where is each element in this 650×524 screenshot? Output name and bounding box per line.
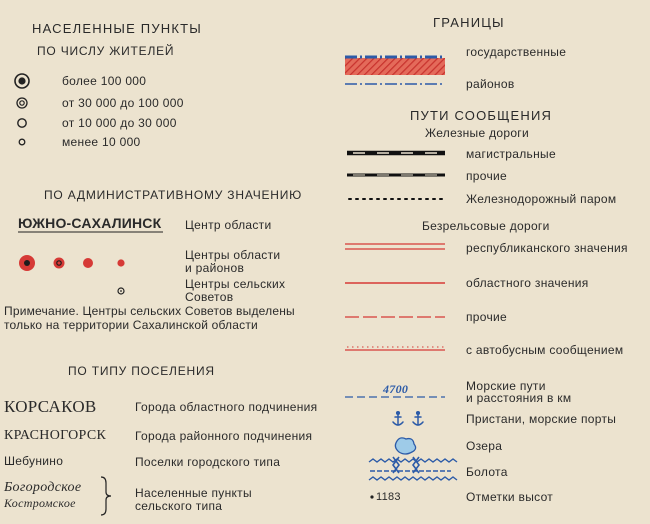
sea-distance-value: 4700 [383,382,409,396]
road-bus-symbol [345,347,445,350]
state-border-symbol [345,57,445,75]
borders-title: ГРАНИЦЫ [433,15,505,30]
swamp-icon [369,457,457,480]
rural-label-1: Населенные пункты [135,486,252,500]
by-type-title: ПО ТИПУ ПОСЕЛЕНИЯ [68,364,215,378]
rural-example-2: Костромское [4,496,76,510]
district-centers-label-2: и районов [185,261,245,275]
by-population-title: ПО ЧИСЛУ ЖИТЕЛЕЙ [37,44,175,58]
population-over-100000: более 100 000 [62,74,147,88]
capital-label: Центр области [185,218,272,232]
district-center-symbols [19,255,125,271]
village-councils-label-2: Советов [185,290,234,304]
type-label-regional-city: Города областного подчинения [135,400,318,414]
sea-routes-label-2: и расстояния в км [466,391,572,405]
anchor-icons [393,412,423,425]
district-centers-label-1: Центры области [185,248,281,262]
type-label-district-city: Города районного подчинения [135,429,313,443]
type-label-urban-settlement: Поселки городского типа [135,455,281,469]
road-regional-label: областного значения [466,276,589,290]
road-republican-symbol [345,244,445,249]
elevation-value: 1183 [376,491,401,503]
lakes-label: Озера [466,439,503,453]
road-bus-label: с автобусным сообщением [466,343,624,357]
elevations-label: Отметки высот [466,490,554,504]
rural-label-2: сельского типа [135,499,223,513]
sea-routes-label-1: Морские пути [466,379,546,393]
capital-example: ЮЖНО-САХАЛИНСК [18,215,162,231]
by-admin-title: ПО АДМИНИСТРАТИВНОМУ ЗНАЧЕНИЮ [44,188,303,202]
border-district-label: районов [466,77,515,91]
symbol-30000-100000 [17,98,27,108]
symbol-over-100000 [15,74,29,88]
village-councils-label-1: Центры сельских [185,277,286,291]
note-line-2: только на территории Сахалинской области [4,318,258,332]
rail-main-label: магистральные [466,147,556,161]
rural-brace [101,477,111,515]
population-30000-100000: от 30 000 до 100 000 [62,96,184,110]
village-council-symbol [118,288,124,294]
rail-other-label: прочие [466,169,508,183]
population-under-10000: менее 10 000 [62,135,141,149]
swamps-label: Болота [466,465,508,479]
ports-label: Пристани, морские порты [466,412,617,426]
type-example-urban-settlement: Шебунино [4,454,64,468]
border-state-label: государственные [466,45,567,59]
road-republican-label: республиканского значения [466,241,628,255]
type-example-regional-city: КОРСАКОВ [4,397,97,416]
roads-title: Безрельсовые дороги [422,219,550,233]
rail-ferry-label: Железнодорожный паром [466,192,617,206]
population-symbols [15,74,29,145]
railways-title: Железные дороги [425,126,529,140]
symbol-10000-30000 [18,119,26,127]
rural-example-1: Богородское [4,480,82,495]
type-example-district-city: КРАСНОГОРСК [4,428,107,443]
road-other-label: прочие [466,310,508,324]
elevation-dot [370,495,373,498]
lake-icon [395,438,415,454]
transport-title: ПУТИ СООБЩЕНИЯ [410,108,553,123]
population-10000-30000: от 10 000 до 30 000 [62,116,177,130]
symbol-under-10000 [19,139,25,145]
note-line-1: Примечание. Центры сельских Советов выделены [4,304,295,318]
settlements-title: НАСЕЛЕННЫЕ ПУНКТЫ [32,21,203,36]
